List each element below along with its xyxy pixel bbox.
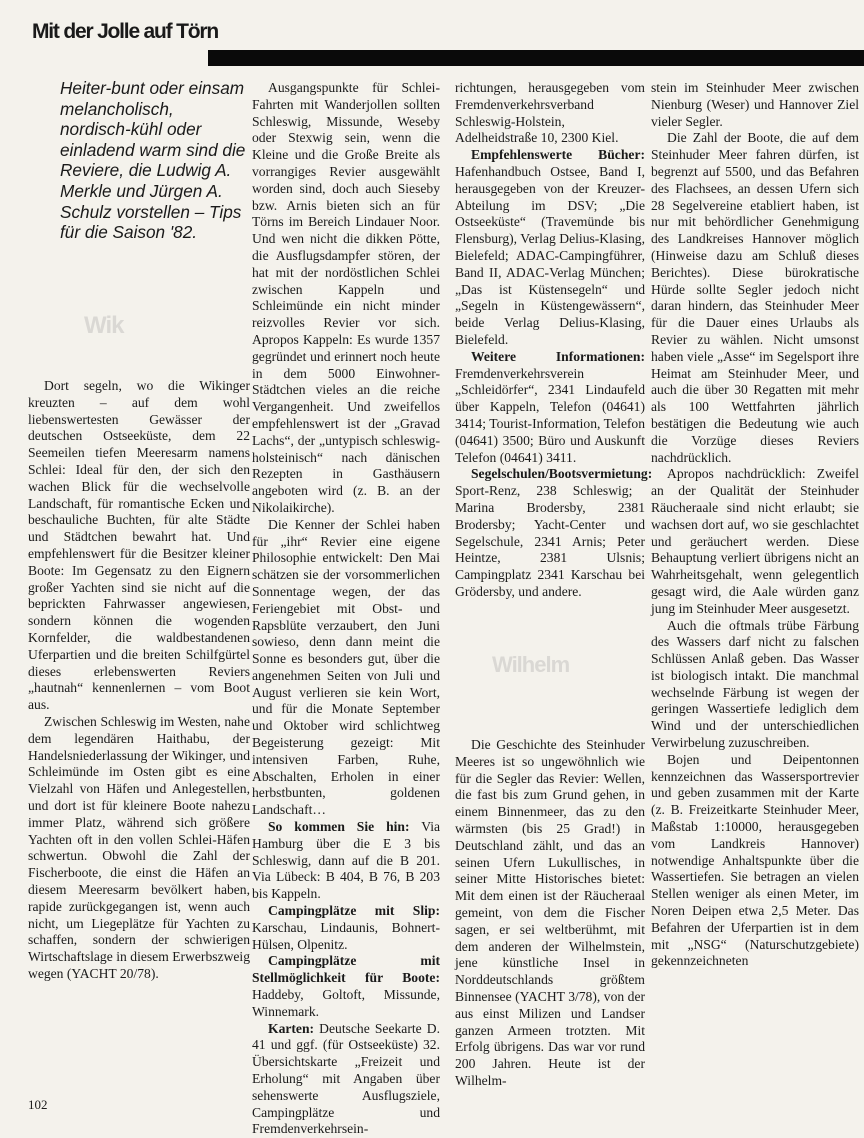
info-label: So kommen Sie hin:	[268, 819, 410, 835]
paragraph: stein im Steinhuder Meer zwischen Nienburg (Weser) und Hannover Ziel vieler Segler.	[651, 80, 859, 129]
info-paragraph	[252, 819, 440, 903]
info-text: Hafenhandbuch Ostsee, Band I, herausgegeben von der Kreuzer-Abteilung im DSV; „Die Ostseeküste“ (Travemünde bis Flensburg), Verlag Delius-Klasing, Bielefeld; ADAC-Campingführer, Band II, ADAC-Verlag München; „Das ist Küstensegeln“ und „Segeln in Küstengewässern“, beide Verlag Delius-Klasing, Bielefeld.	[455, 163, 645, 347]
info-text: Karschau, Lindaunis, Bohnert-Hülsen, Olpenitz.	[252, 919, 440, 952]
ghost-heading-wilhelmstein: Wilhelm	[492, 652, 570, 677]
info-label: Campingplätze mit Stellmöglichkeit für Boote:	[252, 953, 440, 986]
info-text: Deutsche Seekarte D. 41 und ggf. (für Ostseeküste) 32. Übersichtskarte „Freizeit und Erholung“ mit Angaben über sehenswerte Ausflugsziele, Campingplätze und Fremdenverkehrsein-	[252, 1020, 440, 1137]
info-paragraph	[455, 349, 645, 467]
article-title: Mit der Jolle auf Törn	[32, 20, 218, 43]
paragraph: richtungen, herausgegeben vom Fremdenverkehrsverband Schleswig-Holstein, Adelheidstraße 10, 2300 Kiel.	[455, 80, 645, 146]
paragraph: Die Kenner der Schlei haben für „ihr“ Revier eine eigene Philosophie entwickelt: Den Mai schätzen sie der vorsommerlichen Sonnentage wegen, der das Feriengebiet mit Obst- und Rapsblüte verzaubert, den Juni sowieso, denn dann meint die Sonne es besonders gut, über die angenehmen Seiten von Juli und August verlieren sie kein Wort, und für die Monate September und Oktober wird schlichtweg Begeisterung gezeigt: Mit intensiven Farben, Ruhe, Abschalten, Erholen in einer herbstbunten, goldenen Landschaft…	[252, 516, 440, 818]
paragraph: Die Zahl der Boote, die auf dem Steinhuder Meer fahren dürfen, ist begrenzt auf 5500, und das Befahren des Flachsees, an dessen Ufern sich 28 Segelvereine etabliert haben, ist nur mit behördlicher Genehmigung des Landkreises Hannover möglich (Hinweise dazu am Schluß dieses Berichtes). Diese bürokratische Hürde sollte Segler jedoch nicht daran hindern, das Steinhuder Meer für die Dauer eines Urlaubs als Revier zu wählen. Nicht umsonst haben viele „Asse“ im Segelsport ihre Heimat am Steinhuder Meer, und auch die über 30 Regatten mit mehr als 100 Wettfahrten jährlich bestätigen die Bedeutung wie auch die Vorzüge dieses Reviers nachdrücklich.	[651, 130, 859, 465]
info-text: Haddeby, Goltoft, Missunde, Winnemark.	[252, 987, 440, 1019]
info-paragraph	[252, 953, 440, 1020]
column-3	[455, 80, 653, 601]
info-label: Segelschulen/Bootsvermietung:	[471, 466, 653, 482]
page-number: 102	[28, 1097, 48, 1112]
paragraph: Ausgangspunkte für Schlei-Fahrten mit Wanderjollen sollten Schleswig, Missunde, Weseby oder Stexwig sein, wenn die Kleine und die Große Breite als vorrangiges Revier ausgewählt worden sind, doch auch Sieseby bzw. Arnis bieten sich an für Törns im Bereich Lindauer Noor. Und wen nicht die dikken Pötte, die Ausflugsdampfer stören, der hat mit der nordöstlichen Schlei zwischen Kappeln und Schleimünde ein nicht minder reizvolles Revier vor sich. Apropos Kappeln: Es wurde 1357 gegründet und erinnert noch heute in dem 5000 Einwohner-Städtchen vieles an die reiche Vergangenheit. Und zweifellos empfehlenswert ist der „Gravad Lachs“, der „untypisch schleswig-holsteinisch“ nach dänischen Rezepten in Gasthäusern angeboten wird (z. B. an der Nikolaikirche).	[252, 80, 440, 515]
paragraph: Auch die oftmals trübe Färbung des Wassers darf nicht zu falschen Schlüssen Anlaß geben. Das Wasser ist biologisch intakt. Die manchmal wechselnde Färbung ist wegen der geringen Wassertiefe lediglich dem Wind und der unterschiedlichen Verwirbelung zuzuschreiben.	[651, 617, 859, 751]
column-4	[651, 80, 859, 970]
info-text: Fremdenverkehrsverein „Schleidörfer“, 2341 Lindaufeld über Kappeln, Telefon (04641) 3414; Tourist-Information, Telefon (04641) 3500; Büro und Auskunft Telefon (04641) 3411.	[455, 365, 645, 465]
info-label: Weitere Informationen:	[471, 348, 645, 364]
header-bar	[208, 50, 864, 66]
info-paragraph	[455, 147, 645, 349]
info-text: Sport-Renz, 238 Schleswig; Marina Brodersby, 2381 Brodersby; Yacht-Center und Segelschule, 2341 Arnis; Peter Heintze, 2381 Ulsnis; Campingplatz 2341 Karschau bei Grödersby, und andere.	[455, 483, 645, 599]
column-1	[28, 378, 250, 983]
info-label: Karten:	[268, 1020, 315, 1036]
ghost-heading-wikinger: Wik	[84, 312, 124, 339]
info-label: Empfehlenswerte Bücher:	[471, 147, 645, 163]
paragraph: Bojen und Deipentonnen kennzeichnen das Wassersportrevier und geben zusammen mit der Karte (z. B. Freizeitkarte Steinhuder Meer, Maßstab 1:10000, herausgegeben vom Landkreis Hannover) notwendige Anhaltspunkte über die Wassertiefen. Sie betragen an vielen Stellen weniger als einen Meter, im Noren Deipen etwa 2,5 Meter. Das Befahren der Uferpartien ist in dem mit „NSG“ (Naturschutzgebiete) gekennzeichneten	[651, 751, 859, 969]
info-paragraph	[455, 466, 653, 600]
column-2	[252, 80, 440, 1138]
paragraph: Die Geschichte des Steinhuder Meeres ist so ungewöhnlich wie für die Segler das Revier: Wellen, die fast bis zum Grund gehen, in einem Binnenmeer, das zu den wärmsten (bis 25 Grad!) in Deutschland zählt, und das an seinen Ufern Lukullisches, in seiner Mitte Historisches bietet: Mit dem einen ist der Räucheraal gemeint, von dem die Fischer sagen, er sei weltberühmt, mit dem anderen der Wilhelmstein, jene künstliche Insel in Norddeutschlands größtem Binnensee (YACHT 3/78), von der aus einst Milizen und Landser ganzen Armeen trotzten. Mit Erfolg übrigens. Das war vor rund 200 Jahren. Heute ist der Wilhelm-	[455, 737, 645, 1088]
paragraph: Dort segeln, wo die Wikinger kreuzten – auf dem wohl liebenswertesten Gewässer der deutschen Ostseeküste, dem 22 Seemeilen tiefen Meeresarm namens Schlei: Ideal für den, der sich den wachen Blick für die wechselvolle Landschaft, für romantische Ecken und beschauliche Buchten, für alte Städte und Städtchen bewahrt hat. Und empfehlenswert für die Besitzer kleiner Boote: Im Gegensatz zu den Eignern großer Yachten sind sie nicht auf die beprickten Fahrwasser angewiesen, sondern können die wogenden Kornfelder, die waldbestandenen Uferpartien und die breiten Schilfgürtel dieses erlebenswerten Reviers „hautnah“ kennenlernen – vom Boot aus.	[28, 378, 250, 713]
info-paragraph	[252, 1021, 440, 1138]
info-paragraph	[252, 903, 440, 953]
info-text: Via Hamburg über die E 3 bis Schleswig, dann auf die B 201. Via Lübeck: B 404, B 76, B 203 bis Kappeln.	[252, 819, 440, 902]
column-3-lower	[455, 737, 645, 1090]
paragraph: Apropos nachdrücklich: Zweifel an der Qualität der Steinhuder Räucheraale sind nicht erlaubt; sie wachsen dort auf, wo sie geschlachtet und geräuchert werden. Diese Behauptung verliert übrigens nicht an Wahrheitsgehalt, wenn gelegentlich gesagt wird, die Aale würden ganz jung im Steinhuder Meer ausgesetzt.	[651, 466, 859, 616]
info-label: Campingplätze mit Slip:	[268, 903, 440, 919]
paragraph: Zwischen Schleswig im Westen, nahe dem legendären Haithabu, der Handelsniederlassung der Wikinger, und Schleimünde im Osten gibt es eine Vielzahl von Häfen und Anlegestellen, und dort ist für kleinere Boote nahezu immer Platz, während sich größere Yachten oft in den vollen Schlei-Häfen schwertun. Obwohl die Zahl der Fischerboote, die einst die Häfen an diesem Meeresarm bevölkert haben, rapide zurückgegangen ist, wenn auch nicht, um Liegeplätze für Yachten zu schaffen, sondern der schwierigen Wirtschaftslage in diesem Erwerbszweig wegen (YACHT 20/78).	[28, 713, 250, 981]
article-intro: Heiter-bunt oder einsam melancholisch, nordisch-kühl oder einladend warm sind die Reviere, die Ludwig A. Merkle und Jürgen A. Schulz vorstellen – Tips für die Saison '82.	[60, 78, 246, 243]
